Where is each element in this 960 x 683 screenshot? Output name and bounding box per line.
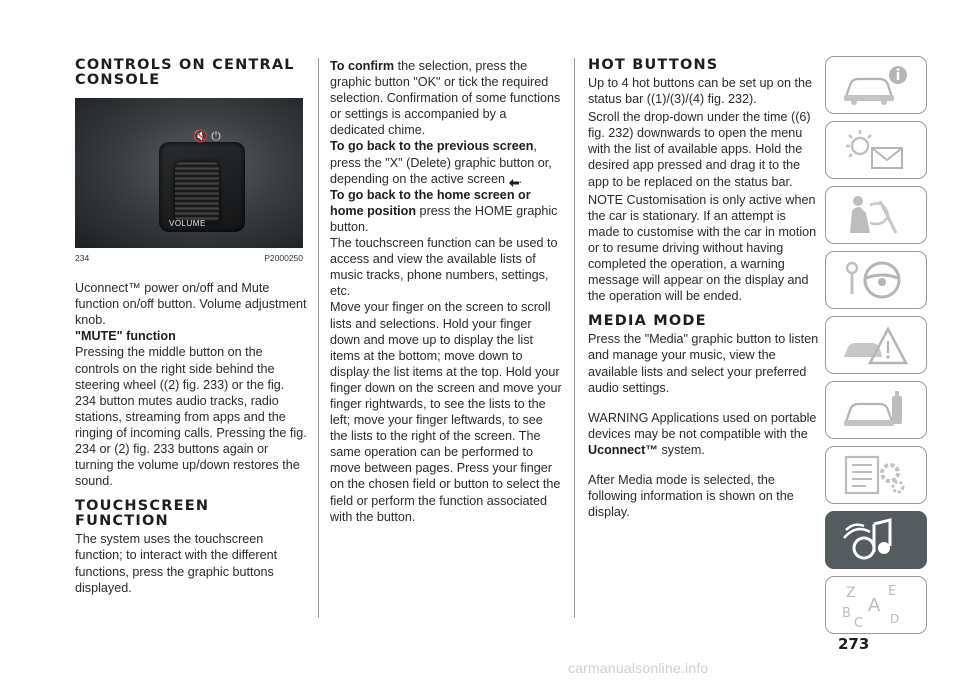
heading-touchscreen-function: TOUCHSCREEN FUNCTION: [75, 498, 210, 530]
column-divider: [318, 58, 319, 618]
column-3: [588, 58, 820, 520]
paragraph-after-media: After Media mode is selected, the following information is shown on the display.: [588, 472, 794, 520]
heading-mute-function: "MUTE" function: [75, 329, 176, 344]
chapter-sidebar: [825, 56, 929, 641]
bold-go-home: To go back to the home screen or home position: [330, 187, 531, 218]
index-letter: D: [890, 612, 900, 626]
heading-media-mode: MEDIA MODE: [588, 313, 707, 330]
bold-uconnect: Uconnect™: [588, 442, 658, 457]
safety-airbag-icon: [840, 193, 912, 237]
car-maintenance-icon: [840, 388, 912, 432]
technical-data-icon: [840, 453, 912, 497]
column-2: [330, 58, 562, 525]
paragraph-go-home: [330, 187, 562, 235]
text-go-back: , press the "X" (Delete) graphic button or, depending on the active screen: [330, 139, 552, 186]
sidebar-tab-multimedia[interactable]: [825, 511, 927, 569]
figure-number: 234: [75, 253, 90, 263]
text-warning: WARNING Applications used on portable devices may be not compatible with the: [588, 410, 817, 441]
paragraph-access: The touchscreen function can be used to access and view the available lists of music tracks, phone numbers, settings, etc.: [330, 236, 558, 299]
multimedia-music-icon: [840, 518, 912, 562]
steering-wheel-key-icon: [840, 258, 912, 302]
index-letter: E: [888, 584, 897, 599]
sidebar-tab-warning-lights[interactable]: [825, 121, 927, 179]
sidebar-tab-emergency[interactable]: [825, 316, 927, 374]
watermark: carmanualsonline.info: [568, 660, 709, 676]
index-letter: B: [842, 606, 851, 621]
volume-label: VOLUME: [169, 219, 206, 228]
heading-controls-central-console: CONTROLS ON CENTRAL CONSOLE: [75, 57, 295, 88]
page-number: 273: [838, 635, 870, 653]
mute-power-icon: 🔇 ⏻: [193, 129, 221, 143]
text-warning-end: system.: [657, 442, 705, 457]
heading-hot-buttons: HOT BUTTONS: [588, 57, 719, 73]
volume-knob-photo: [75, 98, 303, 248]
volume-knob: [175, 162, 219, 222]
paragraph-warning: [588, 410, 820, 458]
figure-caption: [75, 250, 303, 266]
alphabetical-index-icon: [840, 583, 912, 627]
paragraph-note: NOTE Customisation is only active when the car is stationary. If an attempt is made to customise with the car in motion or to resume driving without having completed the operation, a warning message will appear on the display and the operation will be ended.: [588, 192, 817, 304]
paragraph-scroll: Move your finger on the screen to scroll lists and selections. Hold your finger down and move up to display the list items at the bottom; move down to display the list items at the top. Hold your finger down on the screen and move your finger rightwards, to see the lists to the left; move your finger leftwards, to see the lists to the right of the screen. The same operation can be performed to move between pages. Press your finger on the chosen field or button to select the field or perform the function associated with the button.: [330, 300, 562, 524]
column-1: [75, 58, 307, 596]
sidebar-tab-safety[interactable]: [825, 186, 927, 244]
text-go-home: press the HOME graphic button.: [330, 203, 558, 234]
bold-to-confirm: To confirm: [330, 59, 395, 73]
warning-lights-icon: [840, 128, 912, 172]
paragraph-go-back: To go back to the previous screen, press the "X" (Delete) graphic button or, depending on the active screen .: [330, 139, 552, 186]
back-arrow-icon: [509, 175, 519, 183]
paragraph-mute: Pressing the middle button on the controls on the right side behind the steering wheel ((2) fig. 233) or the fig. 234 button mutes audio tracks, radio stations, streaming from apps and the ringing of incoming calls. Pressing the fig. 234 or (2) fig. 233 buttons again or turning the volume up/down restores the sound.: [75, 345, 307, 489]
index-letter: C: [854, 616, 864, 627]
sidebar-tab-technical-data[interactable]: [825, 446, 927, 504]
paragraph-media: Press the "Media" graphic button to listen and manage your music, view the available lists and select your preferred audio settings.: [588, 332, 819, 395]
sidebar-tab-index[interactable]: [825, 576, 927, 634]
paragraph-confirm: [330, 58, 562, 138]
car-info-icon: [840, 63, 912, 107]
paragraph-hot-buttons: Up to 4 hot buttons can be set up on the status bar ((1)/(3)/(4) fig. 232).: [588, 76, 813, 107]
bold-go-back: To go back to the previous screen: [330, 139, 534, 154]
sidebar-tab-maintenance[interactable]: [825, 381, 927, 439]
text-confirm: the selection, press the graphic button "OK" or tick the required selection. Confirmation of some functions or settings is accompanied by a dedicated chime.: [330, 59, 561, 138]
sidebar-tab-car-info[interactable]: [825, 56, 927, 114]
index-letter: Z: [846, 585, 856, 601]
sidebar-tab-starting-driving[interactable]: [825, 251, 927, 309]
paragraph-touchscreen: The system uses the touchscreen function; to interact with the different functions, press the graphic buttons displayed.: [75, 532, 278, 595]
column-divider: [574, 58, 575, 618]
index-letter: A: [868, 595, 881, 616]
paragraph-power-mute: Uconnect™ power on/off and Mute function on/off button. Volume adjustment knob.: [75, 281, 307, 328]
paragraph-scroll-dropdown: Scroll the drop-down under the time ((6) fig. 232) downwards to open the menu with the list of available apps. Hold the desired app pressed and drag it to the app to be replaced on the status bar.: [588, 110, 811, 189]
figure-code: P2000250: [264, 253, 303, 263]
emergency-road-icon: [840, 323, 912, 367]
